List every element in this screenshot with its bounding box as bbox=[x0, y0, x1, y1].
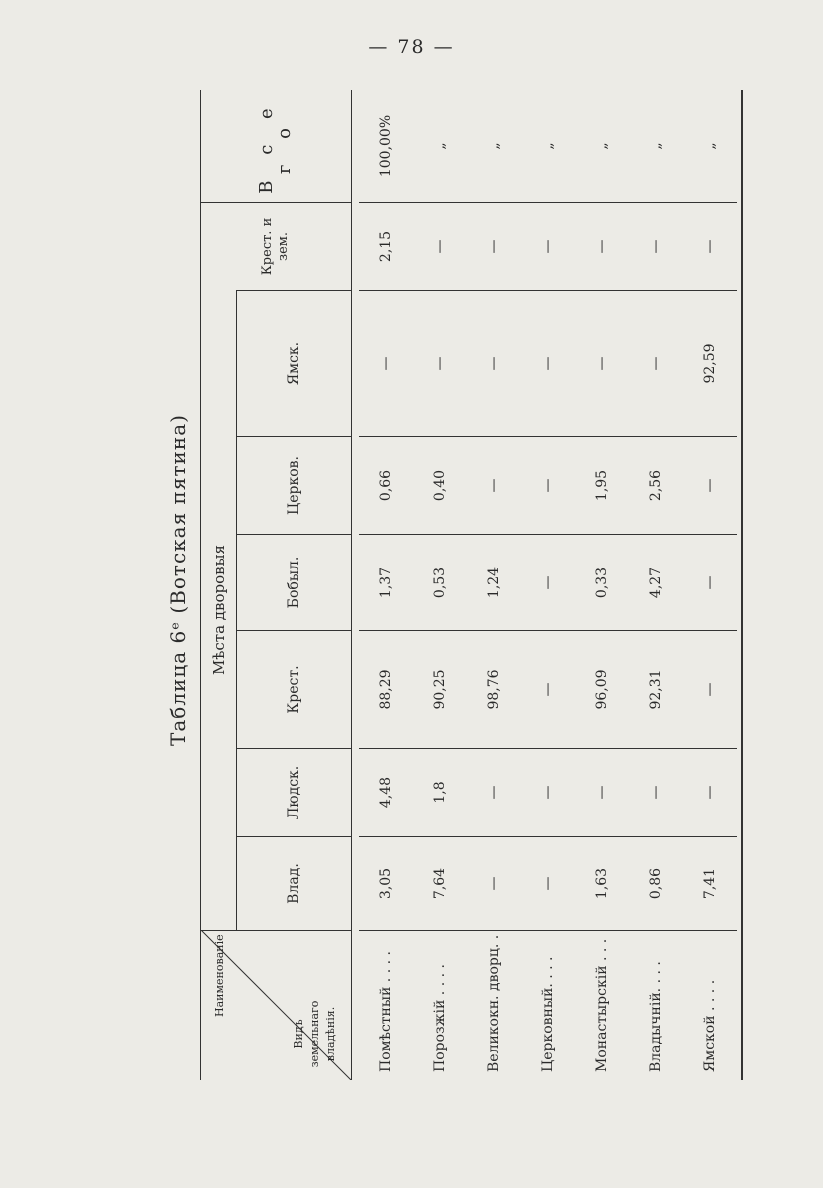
corner-bottom-label: Видъ земельнаго владѣнія. bbox=[292, 1000, 337, 1068]
table-cell: 1,37 bbox=[359, 534, 413, 630]
table-row bbox=[629, 90, 683, 1080]
table-cell: — bbox=[521, 436, 575, 534]
table-cell: 100,00% bbox=[378, 114, 394, 178]
table-cell: 1,24 bbox=[467, 534, 521, 630]
table-cell: — bbox=[467, 436, 521, 534]
column-header: Людск. bbox=[237, 748, 351, 836]
table-cell: „ bbox=[540, 142, 556, 150]
table-cell: — bbox=[521, 202, 575, 290]
header-corner-cell bbox=[201, 930, 351, 1080]
table-cell: 0,53 bbox=[413, 534, 467, 630]
table-cell: — bbox=[629, 290, 683, 436]
corner-top-label: Наименованіе bbox=[213, 934, 226, 1017]
table-cell: — bbox=[683, 630, 737, 748]
column-header: Крест. и зем. bbox=[201, 202, 351, 290]
table-cell: 88,29 bbox=[359, 630, 413, 748]
column-header: В с е г о bbox=[256, 98, 295, 194]
table-cell: 0,40 bbox=[413, 436, 467, 534]
row-label: Владычній. . . . bbox=[629, 930, 683, 1080]
table-cell: — bbox=[413, 290, 467, 436]
table-cell: „ bbox=[594, 142, 610, 150]
table-cell: — bbox=[629, 202, 683, 290]
table-cell: — bbox=[575, 202, 629, 290]
table-cell: — bbox=[467, 202, 521, 290]
table-cell: 2,56 bbox=[629, 436, 683, 534]
table-cell: 0,86 bbox=[629, 836, 683, 930]
row-label: Помѣстный . . . . bbox=[359, 930, 413, 1080]
table-row bbox=[683, 90, 737, 1080]
page-number: — 78 — bbox=[368, 36, 455, 58]
table-row bbox=[521, 90, 575, 1080]
column-header: Ямск. bbox=[237, 290, 351, 436]
table-cell: — bbox=[683, 436, 737, 534]
row-label: Монастырскій . . . bbox=[575, 930, 629, 1080]
table-cell: — bbox=[629, 748, 683, 836]
table-cell: 1,95 bbox=[575, 436, 629, 534]
table-cell: — bbox=[521, 748, 575, 836]
table-title: Таблица 6ᵉ (Вотская пятина) bbox=[166, 414, 190, 746]
table-cell: 92,31 bbox=[629, 630, 683, 748]
data-table bbox=[200, 90, 743, 1080]
table-cell: — bbox=[575, 748, 629, 836]
table-header bbox=[201, 90, 352, 1080]
table-cell: 1,63 bbox=[575, 836, 629, 930]
table-cell: 92,59 bbox=[683, 290, 737, 436]
table-cell: — bbox=[521, 534, 575, 630]
table-cell: 90,25 bbox=[413, 630, 467, 748]
row-label: Порозжій . . . . bbox=[413, 930, 467, 1080]
row-label: Церковный. . . . bbox=[521, 930, 575, 1080]
table-cell: „ bbox=[486, 142, 502, 150]
table-cell: 7,64 bbox=[413, 836, 467, 930]
table-cell: — bbox=[359, 290, 413, 436]
table-cell: — bbox=[467, 748, 521, 836]
table-cell: — bbox=[521, 836, 575, 930]
group-caption: Мѣста дворовыя bbox=[201, 290, 237, 930]
table-cell: 1,8 bbox=[413, 748, 467, 836]
table-cell: „ bbox=[702, 142, 718, 150]
table-cell: — bbox=[683, 202, 737, 290]
column-header: Влад. bbox=[237, 836, 351, 930]
column-header: Церков. bbox=[237, 436, 351, 534]
table-row bbox=[359, 90, 413, 1080]
table-cell: 4,27 bbox=[629, 534, 683, 630]
table-cell: — bbox=[521, 290, 575, 436]
table-cell: „ bbox=[648, 142, 664, 150]
column-header: Бобыл. bbox=[237, 534, 351, 630]
table-cell: 0,66 bbox=[359, 436, 413, 534]
table-cell: — bbox=[683, 534, 737, 630]
table-row bbox=[413, 90, 467, 1080]
table-cell: 4,48 bbox=[359, 748, 413, 836]
table-cell: 7,41 bbox=[683, 836, 737, 930]
table-row bbox=[467, 90, 521, 1080]
table-cell: — bbox=[575, 290, 629, 436]
table-cell: — bbox=[467, 290, 521, 436]
row-label: Ямской . . . . bbox=[683, 930, 737, 1080]
table-cell: — bbox=[683, 748, 737, 836]
table-cell: 2,15 bbox=[359, 202, 413, 290]
table-cell: 3,05 bbox=[359, 836, 413, 930]
table-row bbox=[575, 90, 629, 1080]
table-cell: „ bbox=[432, 142, 448, 150]
table-cell: — bbox=[521, 630, 575, 748]
table-cell: 96,09 bbox=[575, 630, 629, 748]
table-cell: — bbox=[467, 836, 521, 930]
rotated-table-block bbox=[162, 80, 742, 1080]
table-cell: 0,33 bbox=[575, 534, 629, 630]
column-header: Крест. bbox=[237, 630, 351, 748]
table-cell: 98,76 bbox=[467, 630, 521, 748]
row-label: Великокн. дворц. . bbox=[467, 930, 521, 1080]
table-cell: — bbox=[413, 202, 467, 290]
